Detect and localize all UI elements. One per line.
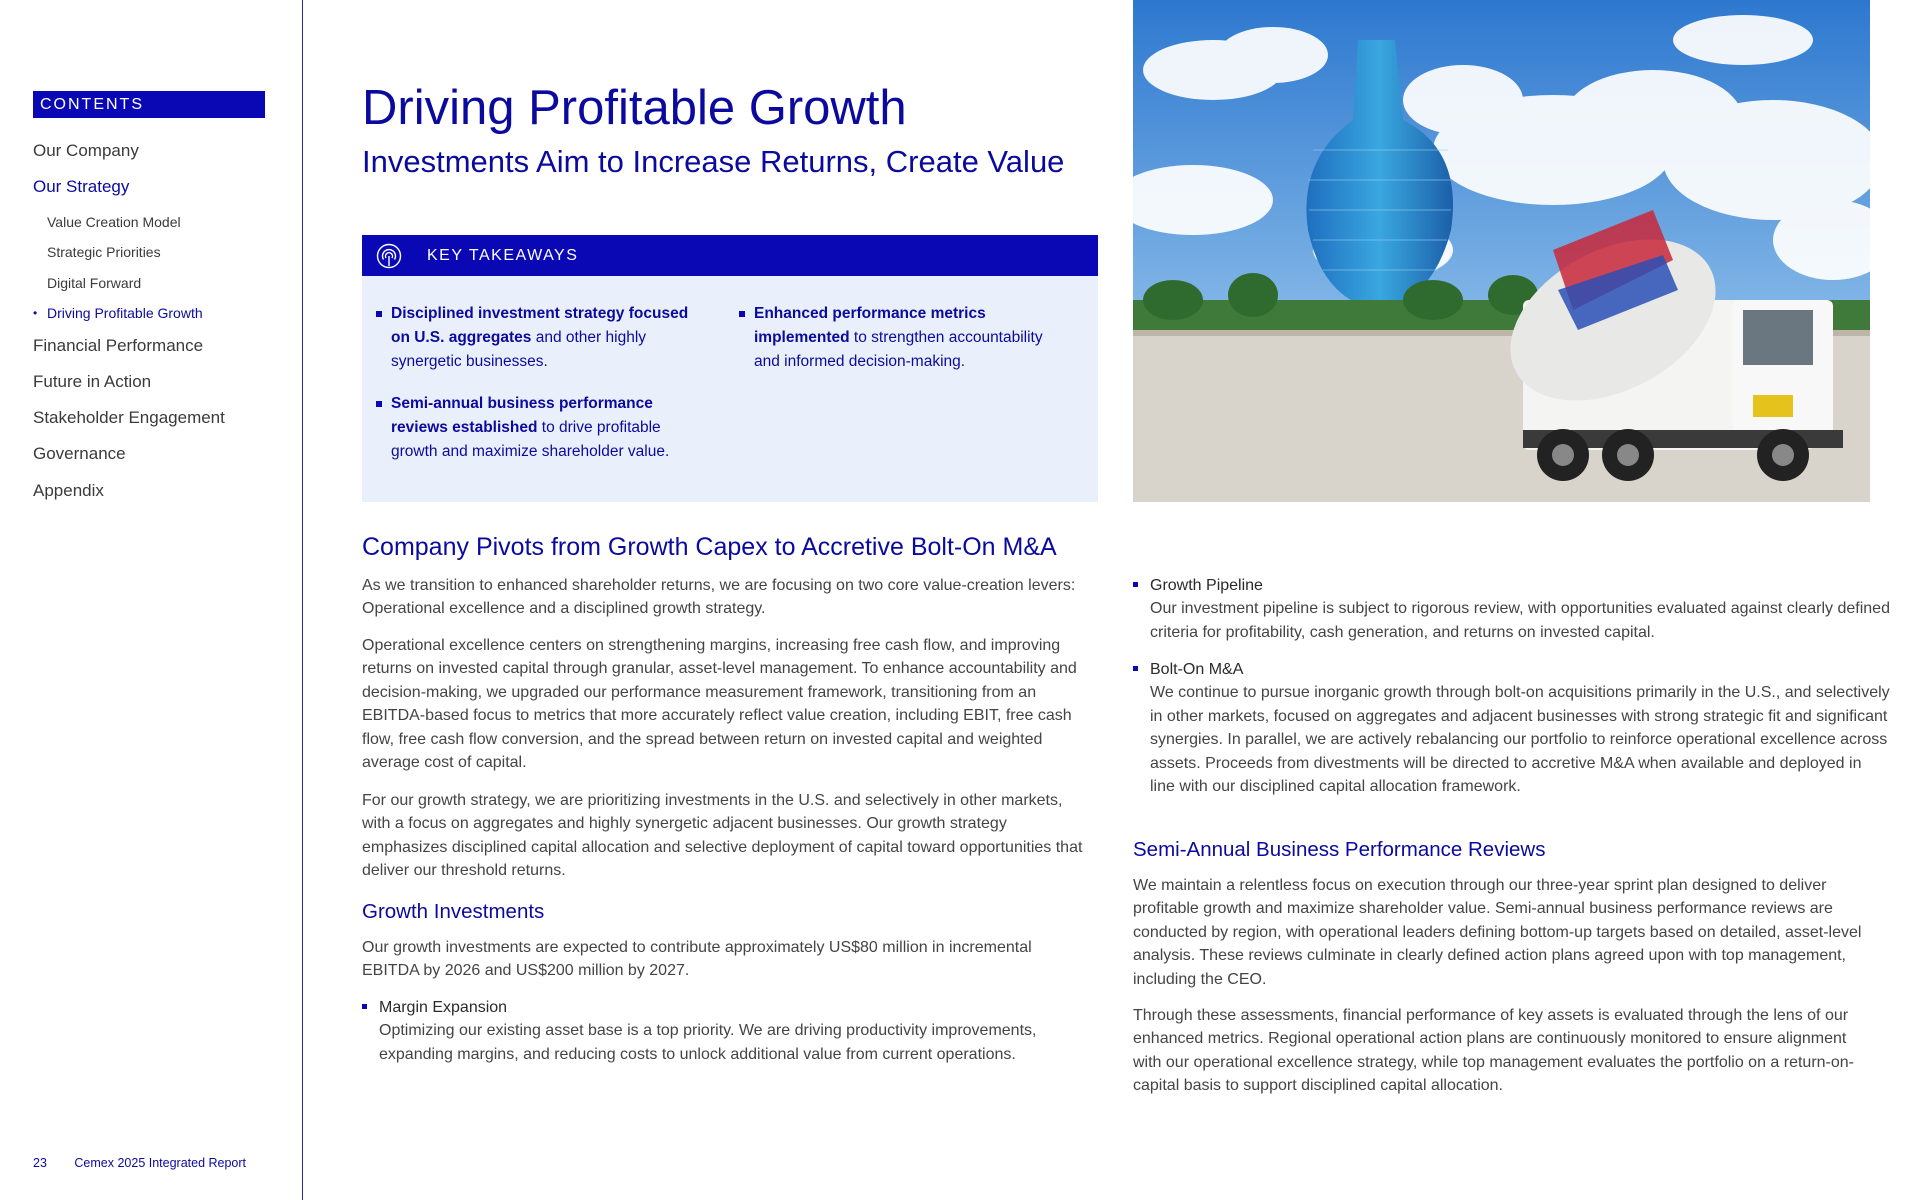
paragraph: Through these assessments, financial performance of key assets is evaluated through the lens of our enhanced metrics. Regional operational action plans are continuously monitored to ensure alignment with our operational excellence strategy, while top management evaluates the portfolio on a return-on-capital basis to support disciplined capital allocation. (1133, 1007, 1855, 1095)
nav-item-appendix[interactable]: Appendix (33, 480, 104, 500)
bullet-margin-expansion (362, 996, 1069, 1066)
nav-sub-strategic-priorities[interactable]: Strategic Priorities (47, 244, 161, 261)
nav-sub-value-creation-model[interactable]: Value Creation Model (47, 213, 181, 230)
nav-sub-driving-profitable-growth[interactable]: • Driving Profitable Growth (33, 304, 273, 335)
page-footer (33, 1156, 246, 1170)
nav-sub-digital-forward[interactable]: Digital Forward (47, 274, 142, 291)
key-takeaways-header (362, 235, 1098, 276)
section-heading-pivot: Company Pivots from Growth Capex to Accretive Bolt-On M&A (362, 533, 1057, 561)
bullet-text: We continue to pursue inorganic growth through bolt-on acquisitions primarily in the U.S., and selectively in other markets, focused on aggregates and adjacent businesses with strong strategic fit and significant synergies. In parallel, we are actively rebalancing our portfolio to reinforce operational excellence across assets. Proceeds from divestments will be directed to accretive M&A when available and deployed in line with our disciplined capital allocation framework. (1150, 684, 1890, 796)
key-takeaways-title: KEY TAKEAWAYS (427, 247, 579, 264)
paragraph: As we transition to enhanced shareholder returns, we are focusing on two core value-creation levers: Operational excellence and a disciplined growth strategy. (362, 577, 1076, 618)
paragraph: Our growth investments are expected to contribute approximately US$80 million in incremental EBITDA by 2026 and US$200 million by 2027. (362, 939, 1032, 980)
nav-item-our-strategy[interactable]: Our Strategy (33, 177, 130, 197)
nav-item-governance[interactable]: Governance (33, 444, 126, 464)
bullet-text: Optimizing our existing asset base is a top priority. We are driving productivity improvements, expanding margins, and reducing costs to unlock additional value from current operations. (379, 1022, 1037, 1063)
subheading-growth-investments: Growth Investments (362, 900, 545, 923)
takeaway-item: Enhanced performance metrics implemented to strengthen accountability and informed decision-making. (725, 302, 1065, 374)
cement-mixer-truck-photo (1133, 0, 1870, 502)
nav-item-stakeholder-engagement[interactable]: Stakeholder Engagement (33, 408, 225, 428)
nav-item-our-company[interactable]: Our Company (33, 141, 139, 160)
bullet-growth-pipeline (1133, 574, 1890, 644)
paragraph: We maintain a relentless focus on execution through our three-year sprint plan designed to deliver profitable growth and maximize shareholder value. Semi-annual business performance reviews are conducted by region, with operational leaders defining bottom-up targets based on detailed, asset-level analysis. These reviews culminate in clearly defined action plans agreed upon with top management, including the CEO. (1133, 877, 1862, 988)
takeaway-item: Disciplined investment strategy focused on U.S. aggregates and other highly synergetic businesses. (362, 302, 706, 374)
bullet-title: Bolt-On M&A (1150, 661, 1244, 678)
report-name: Cemex 2025 Integrated Report (74, 1156, 247, 1170)
paragraph: Operational excellence centers on strengthening margins, increasing free cash flow, and improving returns on invested capital through granular, asset-level management. To enhance accountability and decision-making, we upgraded our performance measurement framework, transitioning from an EBITDA-based focus to metrics that more accurately reflect value creation, including EBIT, free cash flow, free cash flow conversion, and the spread between return on invested capital and weighted average cost of capital. (362, 637, 1077, 772)
bullet-text: Our investment pipeline is subject to rigorous review, with opportunities evaluated against clearly defined criteria for profitability, cash generation, and returns on invested capital. (1150, 600, 1890, 641)
nav-item-future-in-action[interactable]: Future in Action (33, 371, 152, 391)
contents-header: CONTENTS (33, 91, 265, 118)
bullet-bolt-on (1133, 658, 1890, 798)
paragraph: For our growth strategy, we are prioritizing investments in the U.S. and selectively in other markets, with a focus on aggregates and highly synergetic adjacent businesses. Our growth strategy emphasizes disciplined capital allocation and selective deployment of capital toward opportunities that deliver our threshold returns. (362, 792, 1083, 880)
nav-item-financial-performance[interactable]: Financial Performance (33, 335, 204, 355)
nav-list (33, 140, 273, 516)
target-signal-icon (376, 243, 402, 269)
subheading-semi-annual-reviews: Semi-Annual Business Performance Reviews (1133, 838, 1546, 861)
bullet-title: Growth Pipeline (1150, 577, 1263, 594)
bullet-title: Margin Expansion (379, 999, 508, 1016)
takeaways-col-right (725, 302, 1065, 392)
sidebar (0, 0, 303, 1200)
takeaway-item: Semi-annual business performance reviews established to drive profitable growth and maximize shareholder value. (362, 392, 706, 464)
page-subtitle: Investments Aim to Increase Returns, Create Value (362, 144, 1065, 179)
takeaways-col-left (362, 302, 706, 482)
key-takeaways-box (362, 235, 1098, 502)
page-number: 23 (33, 1156, 47, 1170)
page-title: Driving Profitable Growth (362, 81, 907, 135)
